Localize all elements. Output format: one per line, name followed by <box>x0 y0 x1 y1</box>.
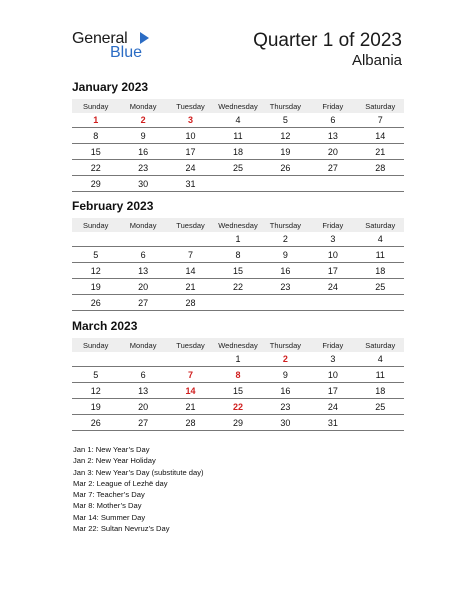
weekday-header: Wednesday <box>214 218 261 232</box>
brand-logo <box>72 30 162 60</box>
day-cell: 14 <box>357 128 404 144</box>
holiday-list-item: Mar 8: Mother’s Day <box>73 501 142 511</box>
day-cell: 7 <box>357 113 404 128</box>
day-cell: 5 <box>262 113 309 128</box>
day-cell: 20 <box>119 399 166 415</box>
day-cell: 14 <box>167 263 214 279</box>
day-cell: 17 <box>309 263 356 279</box>
holiday-list-item: Mar 7: Teacher’s Day <box>73 490 145 500</box>
week-row <box>72 399 404 415</box>
day-cell: 15 <box>214 383 261 399</box>
day-cell: 3 <box>309 352 356 367</box>
day-cell: 28 <box>167 295 214 311</box>
day-cell: 4 <box>357 232 404 247</box>
weekday-header: Sunday <box>72 218 119 232</box>
weekday-header: Friday <box>309 218 356 232</box>
week-row <box>72 232 404 247</box>
empty-day-cell <box>309 295 356 311</box>
weekday-header: Saturday <box>357 99 404 113</box>
week-row <box>72 263 404 279</box>
day-cell: 9 <box>262 247 309 263</box>
day-cell: 27 <box>119 415 166 431</box>
holiday-day-cell: 8 <box>214 367 261 383</box>
weekday-header: Thursday <box>262 99 309 113</box>
day-cell: 19 <box>72 279 119 295</box>
week-row <box>72 352 404 367</box>
day-cell: 29 <box>214 415 261 431</box>
day-cell: 25 <box>357 279 404 295</box>
empty-day-cell <box>72 232 119 247</box>
weekday-header: Sunday <box>72 338 119 352</box>
day-cell: 6 <box>119 367 166 383</box>
weekday-header: Monday <box>119 338 166 352</box>
day-cell: 29 <box>72 176 119 192</box>
day-cell: 18 <box>357 383 404 399</box>
day-cell: 11 <box>357 367 404 383</box>
empty-day-cell <box>357 295 404 311</box>
month-january <box>72 80 404 192</box>
day-cell: 20 <box>309 144 356 160</box>
day-cell: 23 <box>262 279 309 295</box>
holiday-day-cell: 14 <box>167 383 214 399</box>
weekday-header: Tuesday <box>167 338 214 352</box>
holiday-day-cell: 2 <box>119 113 166 128</box>
day-cell: 12 <box>72 383 119 399</box>
empty-day-cell <box>262 176 309 192</box>
day-cell: 15 <box>72 144 119 160</box>
holiday-list-item: Mar 22: Sultan Nevruz’s Day <box>73 524 170 534</box>
day-cell: 11 <box>357 247 404 263</box>
day-cell: 27 <box>119 295 166 311</box>
day-cell: 3 <box>309 232 356 247</box>
holiday-day-cell: 1 <box>72 113 119 128</box>
weekday-header-row <box>72 99 404 113</box>
week-row <box>72 415 404 431</box>
day-cell: 25 <box>214 160 261 176</box>
week-row <box>72 160 404 176</box>
day-cell: 26 <box>72 295 119 311</box>
day-cell: 24 <box>309 399 356 415</box>
day-cell: 17 <box>309 383 356 399</box>
day-cell: 18 <box>214 144 261 160</box>
day-cell: 23 <box>119 160 166 176</box>
empty-day-cell <box>214 176 261 192</box>
page-title: Quarter 1 of 2023 <box>253 30 402 51</box>
brand-logo-text-blue: Blue <box>110 44 143 61</box>
day-cell: 19 <box>72 399 119 415</box>
day-cell: 8 <box>214 247 261 263</box>
day-cell: 19 <box>262 144 309 160</box>
holiday-day-cell: 22 <box>214 399 261 415</box>
empty-day-cell <box>262 295 309 311</box>
weekday-header: Wednesday <box>214 99 261 113</box>
empty-day-cell <box>119 232 166 247</box>
day-cell: 28 <box>357 160 404 176</box>
day-cell: 9 <box>262 367 309 383</box>
brand-logo-triangle-icon <box>140 32 149 44</box>
month-title: March 2023 <box>72 319 138 333</box>
day-cell: 13 <box>119 263 166 279</box>
weekday-header: Sunday <box>72 99 119 113</box>
week-row <box>72 367 404 383</box>
day-cell: 10 <box>309 367 356 383</box>
weekday-header: Monday <box>119 218 166 232</box>
weekday-header: Monday <box>119 99 166 113</box>
country-subtitle: Albania <box>351 52 402 69</box>
day-cell: 26 <box>72 415 119 431</box>
day-cell: 23 <box>262 399 309 415</box>
day-cell: 16 <box>262 263 309 279</box>
day-cell: 17 <box>167 144 214 160</box>
day-cell: 13 <box>309 128 356 144</box>
empty-day-cell <box>357 176 404 192</box>
day-cell: 31 <box>167 176 214 192</box>
holiday-list-item: Mar 2: League of Lezhë day <box>73 478 168 488</box>
day-cell: 16 <box>262 383 309 399</box>
week-row <box>72 383 404 399</box>
month-title: February 2023 <box>72 199 154 213</box>
day-cell: 30 <box>262 415 309 431</box>
day-cell: 21 <box>167 399 214 415</box>
day-cell: 9 <box>119 128 166 144</box>
day-cell: 18 <box>357 263 404 279</box>
week-row <box>72 113 404 128</box>
weekday-header: Saturday <box>357 218 404 232</box>
weekday-header-row <box>72 218 404 232</box>
day-cell: 5 <box>72 367 119 383</box>
day-cell: 15 <box>214 263 261 279</box>
holiday-list <box>73 444 204 534</box>
day-cell: 6 <box>119 247 166 263</box>
holiday-list-item: Jan 2: New Year Holiday <box>73 456 156 466</box>
day-cell: 4 <box>214 113 261 128</box>
holiday-day-cell: 2 <box>262 352 309 367</box>
day-cell: 13 <box>119 383 166 399</box>
weekday-header: Tuesday <box>167 218 214 232</box>
day-cell: 11 <box>214 128 261 144</box>
weekday-header: Thursday <box>262 218 309 232</box>
holiday-list-item: Jan 1: New Year’s Day <box>73 445 150 454</box>
day-cell: 26 <box>262 160 309 176</box>
holiday-list-item: Mar 14: Summer Day <box>73 512 146 522</box>
weekday-header-row <box>72 338 404 352</box>
day-cell: 1 <box>214 352 261 367</box>
empty-day-cell <box>357 415 404 431</box>
calendar-table <box>72 99 404 192</box>
day-cell: 16 <box>119 144 166 160</box>
week-row <box>72 176 404 192</box>
month-march <box>72 319 404 431</box>
day-cell: 10 <box>309 247 356 263</box>
day-cell: 10 <box>167 128 214 144</box>
empty-day-cell <box>167 352 214 367</box>
empty-day-cell <box>309 176 356 192</box>
day-cell: 2 <box>262 232 309 247</box>
day-cell: 4 <box>357 352 404 367</box>
day-cell: 30 <box>119 176 166 192</box>
day-cell: 20 <box>119 279 166 295</box>
day-cell: 24 <box>309 279 356 295</box>
weekday-header: Wednesday <box>214 338 261 352</box>
calendar-table <box>72 338 404 431</box>
holiday-day-cell: 7 <box>167 367 214 383</box>
day-cell: 5 <box>72 247 119 263</box>
day-cell: 31 <box>309 415 356 431</box>
month-february <box>72 199 404 311</box>
day-cell: 27 <box>309 160 356 176</box>
day-cell: 12 <box>262 128 309 144</box>
calendar-table <box>72 218 404 311</box>
day-cell: 22 <box>214 279 261 295</box>
holiday-day-cell: 3 <box>167 113 214 128</box>
week-row <box>72 295 404 311</box>
day-cell: 24 <box>167 160 214 176</box>
weekday-header: Thursday <box>262 338 309 352</box>
day-cell: 1 <box>214 232 261 247</box>
week-row <box>72 247 404 263</box>
day-cell: 6 <box>309 113 356 128</box>
holiday-list-item: Jan 3: New Year’s Day (substitute day) <box>73 467 204 477</box>
week-row <box>72 279 404 295</box>
empty-day-cell <box>214 295 261 311</box>
day-cell: 25 <box>357 399 404 415</box>
week-row <box>72 144 404 160</box>
week-row <box>72 128 404 144</box>
weekday-header: Tuesday <box>167 99 214 113</box>
day-cell: 21 <box>357 144 404 160</box>
empty-day-cell <box>72 352 119 367</box>
weekday-header: Saturday <box>357 338 404 352</box>
day-cell: 8 <box>72 128 119 144</box>
brand-logo-text-general: General <box>72 30 128 47</box>
month-title: January 2023 <box>72 80 149 94</box>
day-cell: 28 <box>167 415 214 431</box>
day-cell: 12 <box>72 263 119 279</box>
weekday-header: Friday <box>309 99 356 113</box>
empty-day-cell <box>119 352 166 367</box>
empty-day-cell <box>167 232 214 247</box>
day-cell: 7 <box>167 247 214 263</box>
weekday-header: Friday <box>309 338 356 352</box>
day-cell: 21 <box>167 279 214 295</box>
day-cell: 22 <box>72 160 119 176</box>
